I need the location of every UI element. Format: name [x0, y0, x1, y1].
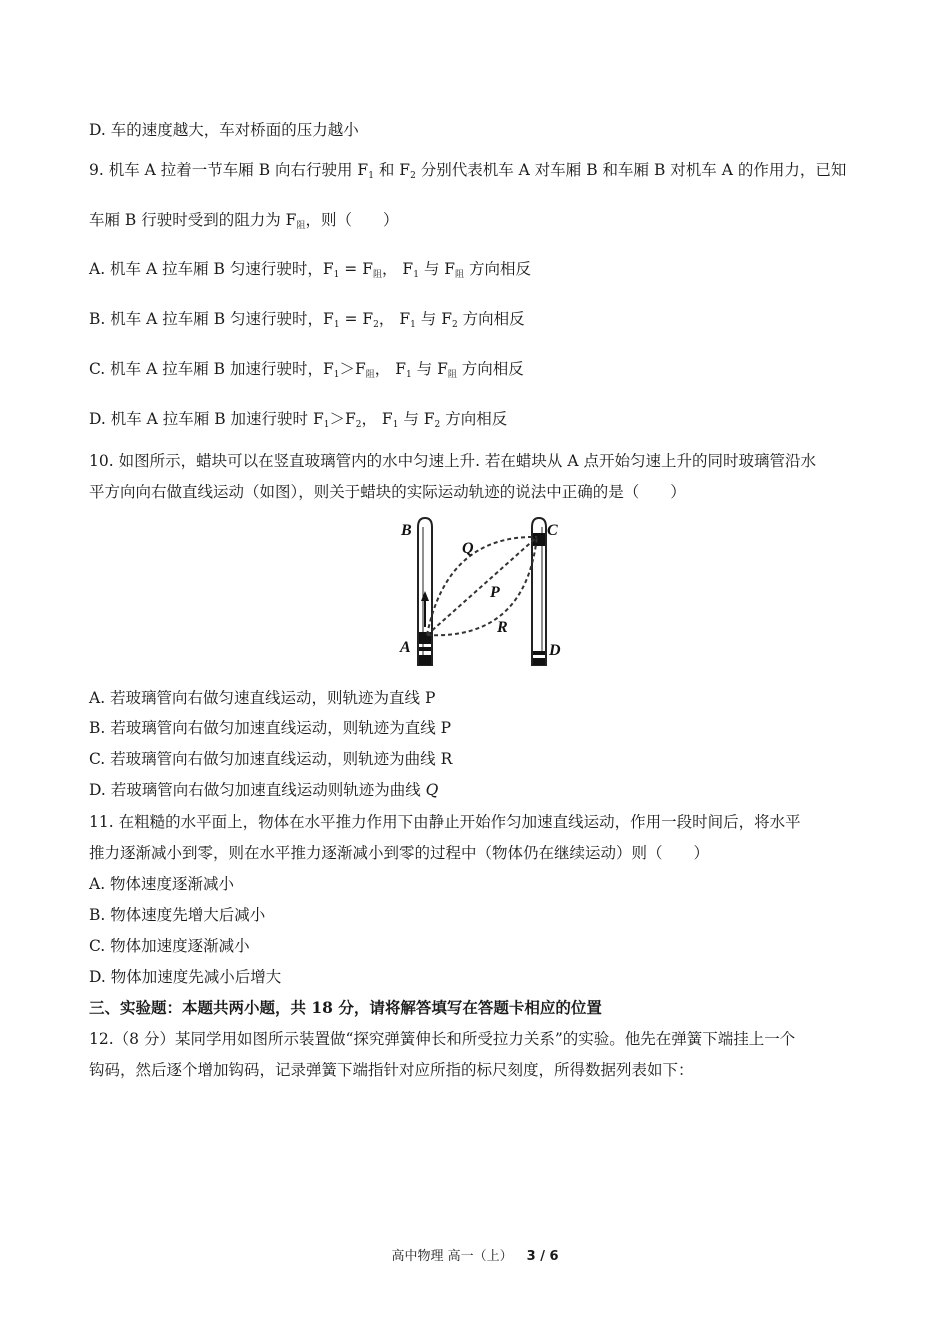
- q10-option-b: B. 若玻璃管向右做匀加速直线运动，则轨迹为直线 P: [89, 719, 452, 737]
- label-d: D: [549, 642, 561, 659]
- q11-stem-line1: 11. 在粗糙的水平面上，物体在水平推力作用下由静止开始作匀加速直线运动，作用一段时间后，将水平: [89, 813, 801, 831]
- q10-option-a: A. 若玻璃管向右做匀速直线运动，则轨迹为直线 P: [89, 689, 436, 707]
- q8-option-d: D. 车的速度越大，车对桥面的压力越小: [89, 121, 359, 139]
- section-3-title: 三、实验题：本题共两小题，共 18 分，请将解答填写在答题卡相应的位置: [89, 998, 602, 1017]
- q10-option-c: C. 若玻璃管向右做匀加速直线运动，则轨迹为曲线 R: [89, 750, 453, 768]
- q10-stem-line1: 10. 如图所示，蜡块可以在竖直玻璃管内的水中匀速上升. 若在蜡块从 A 点开始匀速上升的同时玻璃管沿水: [89, 452, 816, 470]
- left-glass-tube: [418, 518, 432, 665]
- wax-block-trajectory-figure: [395, 515, 575, 670]
- q12-stem-line1: 12.（8 分）某同学用如图所示装置做“探究弹簧伸长和所受拉力关系”的实验。他先在弹簧下端挂上一个: [89, 1030, 796, 1048]
- label-q: Q: [462, 540, 474, 557]
- label-p: P: [490, 584, 500, 601]
- q11-stem-line2: 推力逐渐减小到零，则在水平推力逐渐减小到零的过程中（物体仍在继续运动）则（ ）: [89, 844, 710, 862]
- page-number: 3 / 6: [526, 1249, 559, 1264]
- q10-stem-line2: 平方向向右做直线运动（如图），则关于蜡块的实际运动轨迹的说法中正确的是（ ）: [89, 483, 686, 501]
- label-a: A: [400, 639, 411, 656]
- q9-stem-line1: 9. 机车 A 拉着一节车厢 B 向右行驶用 $F_1$ 和 $F_2$ 分别代表机车 A 对车厢 B 和车厢 B 对机车 A 的作用力，已知: [89, 161, 847, 181]
- q10-option-d: D. 若玻璃管向右做匀加速直线运动则轨迹为曲线 Q: [89, 781, 439, 799]
- footer-title: 高中物理 高一（上）: [391, 1249, 513, 1264]
- q11-option-c: C. 物体加速度逐渐减小: [89, 937, 250, 955]
- q11-option-b: B. 物体速度先增大后减小: [89, 906, 266, 924]
- q9-option-c: C. 机车 A 拉车厢 B 加速行驶时，$F_1>F_阻$， $F_1$ 与 $F_阻$ 方向相反: [89, 360, 524, 380]
- q9-option-d: D. 机车 A 拉车厢 B 加速行驶时 $F_1>F_2$， $F_1$ 与 $F_2$ 方向相反: [89, 410, 508, 430]
- q11-option-d: D. 物体加速度先减小后增大: [89, 968, 282, 986]
- page-footer: [0, 1245, 950, 1264]
- q9-option-a: A. 机车 A 拉车厢 B 匀速行驶时，$F_1 = F_阻$， $F_1$ 与 $F_阻$ 方向相反: [89, 260, 531, 280]
- q12-stem-line2: 钩码，然后逐个增加钩码，记录弹簧下端指针对应所指的标尺刻度，所得数据列表如下：: [89, 1061, 694, 1079]
- q9-stem-line2: 车厢 B 行驶时受到的阻力为 $F_阻$，则（ ）: [89, 211, 399, 231]
- label-r: R: [497, 619, 508, 636]
- q9-option-b: B. 机车 A 拉车厢 B 匀速行驶时，$F_1 = F_2$， $F_1$ 与 $F_2$ 方向相反: [89, 310, 525, 330]
- label-c: C: [547, 522, 558, 539]
- q11-option-a: A. 物体速度逐渐减小: [89, 875, 235, 893]
- label-b: B: [401, 522, 412, 539]
